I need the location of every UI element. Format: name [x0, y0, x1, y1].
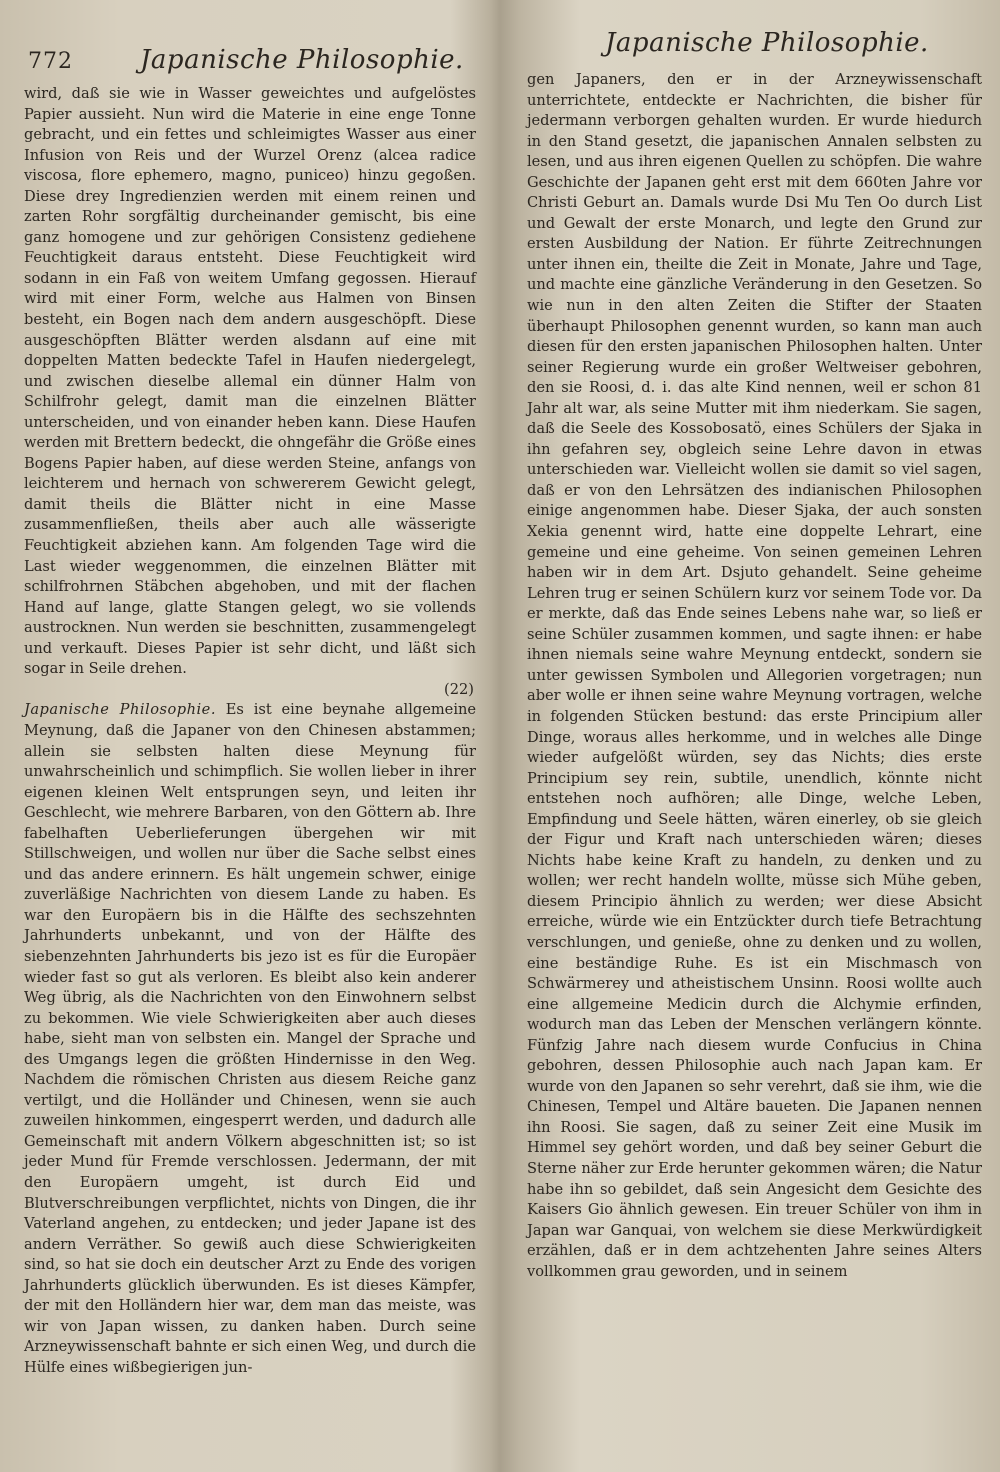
footnote-row	[24, 680, 476, 701]
left-page-header	[0, 45, 495, 85]
paragraph-paper-making: wird, daß sie wie in Wasser geweichtes und aufgelöstes Papier aussieht. Nun wird die Materie in eine enge Tonne gebracht, und ein fettes und schleimigtes Wasser aus einer Infusion von Reis und der Wurzel Orenz (alcea radice viscosa, flore ephemero, magno, puniceo) hinzu gegoßen. Diese drey Ingredienzien werden mit einem reinen und zarten Rohr sorgfältig durcheinander gemischt, bis eine ganz homogene und zur gehörigen Consistenz gediehene Feuchtigkeit daraus entsteht. Diese Feuchtigkeit wird sodann in ein Faß von weitem Umfang gegossen. Hierauf wird mit einer Form, welche aus Halmen von Binsen besteht, ein Bogen nach dem andern ausgeschöpft. Diese ausgeschöpften Blätter werden alsdann auf eine mit doppelten Matten bedeckte Tafel in Haufen niedergelegt, und zwischen dieselbe allemal ein dünner Halm von Schilfrohr gelegt, damit man die einzelnen Blätter unterscheiden, und von einander heben kann. Diese Haufen werden mit Brettern bedeckt, die ohngefähr die Größe eines Bogens Papier haben, auf diese werden Steine, anfangs von leichterem und hernach von schwererem Gewicht gelegt, damit theils die Blätter nicht in eine Masse zusammenfließen, theils aber auch alle wässerigte Feuchtigkeit abziehen kann. Am folgenden Tage wird die Last wieder weggenommen, die einzelnen Blätter mit schilfrohrnen Stäbchen abgehoben, und mit der flachen Hand auf lange, glatte Stangen gelegt, wo sie vollends austrocknen. Nun werden sie beschnitten, zusammengelegt und verkauft. Dieses Papier ist sehr dicht, und läßt sich sogar in Seile drehen.	[24, 85, 476, 678]
paragraph-body: Es ist eine beynahe allgemeine Meynung, daß die Japaner von den Chinesen abstammen; allein sie selbsten halten diese Meynung für unwahrscheinlich und schimpflich. Sie wollen lieber in ihrer eigenen kleinen Welt entsprungen seyn, und leiten ihr Geschlecht, wie mehrere Barbaren, von den Göttern ab. Ihre fabelhaften Ueberlieferungen übergehen wir mit Stillschweigen, und wollen nur über die Sache selbst eines und das andere erinnern. Es hält ungemein schwer, einige zuverläßige Nachrichten von diesem Lande zu haben. Es war den Europäern bis in die Hälfte des sechszehnten Jahrhunderts unbekannt, und von der Hälfte des siebenzehnten Jahrhunderts bis jezo ist es für die Europäer wieder fast so gut als verloren. Es bleibt also kein anderer Weg übrig, als die Nachrichten von den Einwohnern selbst zu bekommen. Wie viele Schwierigkeiten aber auch dieses habe, sieht man von selbsten ein. Mangel der Sprache und des Umgangs legen die größten Hindernisse in den Weg. Nachdem die römischen Christen aus diesem Reiche ganz vertilgt, und die Holländer und Chinesen, wenn sie auch zuweilen hinkommen, eingesperrt werden, und dadurch alle Gemeinschaft mit andern Völkern abgeschnitten ist; so ist jeder Mund für Fremde verschlossen. Jedermann, der mit den Europäern umgeht, ist durch Eid und Blutverschreibungen verpflichtet, nichts von Dingen, die ihr Vaterland angehen, zu entdecken; und jeder Japane ist des andern Verräther. So gewiß auch diese Schwierigkeiten sind, so hat sie doch ein deutscher Arzt zu Ende des vorigen Jahrhunderts glücklich überwunden. Es ist dieses Kämpfer, der mit den Holländern hier war, dem man das meiste, was wir von Japan wissen, zu danken haben. Durch seine Arzneywissenschaft bahnte er sich einen Weg, und durch die Hülfe eines wißbegierigen jun-	[24, 701, 477, 1376]
running-head: Japanische Philosophie.	[605, 28, 929, 58]
running-head: Japanische Philosophie.	[140, 45, 464, 75]
paragraph-continuation: gen Japaners, den er in der Arzneywissenschaft unterrichtete, entdeckte er Nachrichten, die bisher für jedermann verborgen gehalten wurden. Er wurde hiedurch in den Stand gesetzt, die japanischen Annalen selbsten zu lesen, und aus ihren eigenen Quellen zu schöpfen. Die wahre Geschichte der Japanen geht erst mit dem 660ten Jahre vor Christi Geburt an. Damals wurde Dsi Mu Ten Oo durch List und Gewalt der erste Monarch, und legte den Grund zur ersten Ausbildung der Nation. Er führte Zeitrechnungen unter ihnen ein, theilte die Zeit in Monate, Jahre und Tage, und machte eine gänzliche Veränderung in den Gesetzen. So wie nun in den alten Zeiten die Stifter der Staaten überhaupt Philosophen genennt wurden, so kann man auch diesen für den ersten japanischen Philosophen halten. Unter seiner Regierung wurde ein großer Weltweiser gebohren, den sie Roosi, d. i. das alte Kind nennen, weil er schon 81 Jahr alt war, als seine Mutter mit ihm niederkam. Sie sagen, daß die Seele des Kossobosatö, eines Schülers der Sjaka in ihn gefahren sey, obgleich seine Lehre davon in etwas unterschieden war. Vielleicht wollen sie damit so viel sagen, daß er von den Lehrsätzen des indianischen Philosophen einige angenommen habe. Dieser Sjaka, der auch sonsten Xekia genennt wird, hatte eine doppelte Lehrart, eine gemeine und eine geheime. Von seinen gemeinen Lehren haben wir in dem Art. Dsjuto gehandelt. Seine geheime Lehren trug er seinen Schülern kurz vor seinem Tode vor. Da er merkte, daß das Ende seines Lebens nahe war, so ließ er seine Schüler zusammen kommen, und sagte ihnen: er habe ihnen niemals seine wahre Meynung entdeckt, sondern sie unter gewissen Symbolen und Allegorien vorgetragen; nun aber wolle er ihnen seine wahre Meynung vortragen, welche in folgenden Stücken bestund: das erste Principium aller Dinge, woraus alles herkomme, und in welches alle Dinge wieder aufgelößt würden, sey das Nichts; dies erste Principium sey rein, subtile, unendlich, könnte nicht entstehen noch aufhören; alle Dinge, welche Leben, Empfindung und Seele hätten, wären einerley, ob sie gleich der Figur und Kraft nach unterschieden wären; dieses Nichts habe keine Kraft zu handeln, zu denken und zu wollen; wer recht handeln wollte, müsse sich Mühe geben, diesem Principio ähnlich zu werden; wer diese Absicht erreiche, würde wie ein Entzückter durch tiefe Betrachtung verschlungen, und genieße, ohne zu denken und zu wollen, eine beständige Ruhe. Es ist ein Mischmasch von Schwärmerey und atheistischem Unsinn. Roosi wollte auch eine allgemeine Medicin durch die Alchymie erfinden, wodurch man das Leben der Menschen verlängern könnte. Fünfzig Jahre nach diesem wurde Confucius in China gebohren, dessen Philosophie auch nach Japan kam. Er wurde von den Japanen so sehr verehrt, daß sie ihm, wie die Chinesen, Tempel und Altäre baueten. Die Japanen nennen ihn Roosi. Sie sagen, daß zu seiner Zeit eine Musik im Himmel sey gehört worden, und daß bey seiner Geburt die Sterne näher zur Erde herunter gekommen wären; die Natur habe ihn so gebildet, daß sein Angesicht dem Gesichte des Kaisers Gio ähnlich gewesen. Ein treuer Schüler von ihm in Japan war Ganquai, von welchem sie diese Merkwürdigkeit erzählen, daß er in dem achtzehenten Jahre seines Alters vollkommen grau geworden, und in seinem	[527, 71, 982, 1280]
paragraph-japanese-philosophy	[24, 700, 476, 1378]
right-text-column	[527, 70, 982, 1282]
left-text-column	[24, 84, 476, 1378]
section-heading: Japanische Philosophie.	[24, 701, 216, 719]
page-number: 772	[28, 49, 73, 74]
footnote-reference: (22)	[444, 680, 474, 698]
